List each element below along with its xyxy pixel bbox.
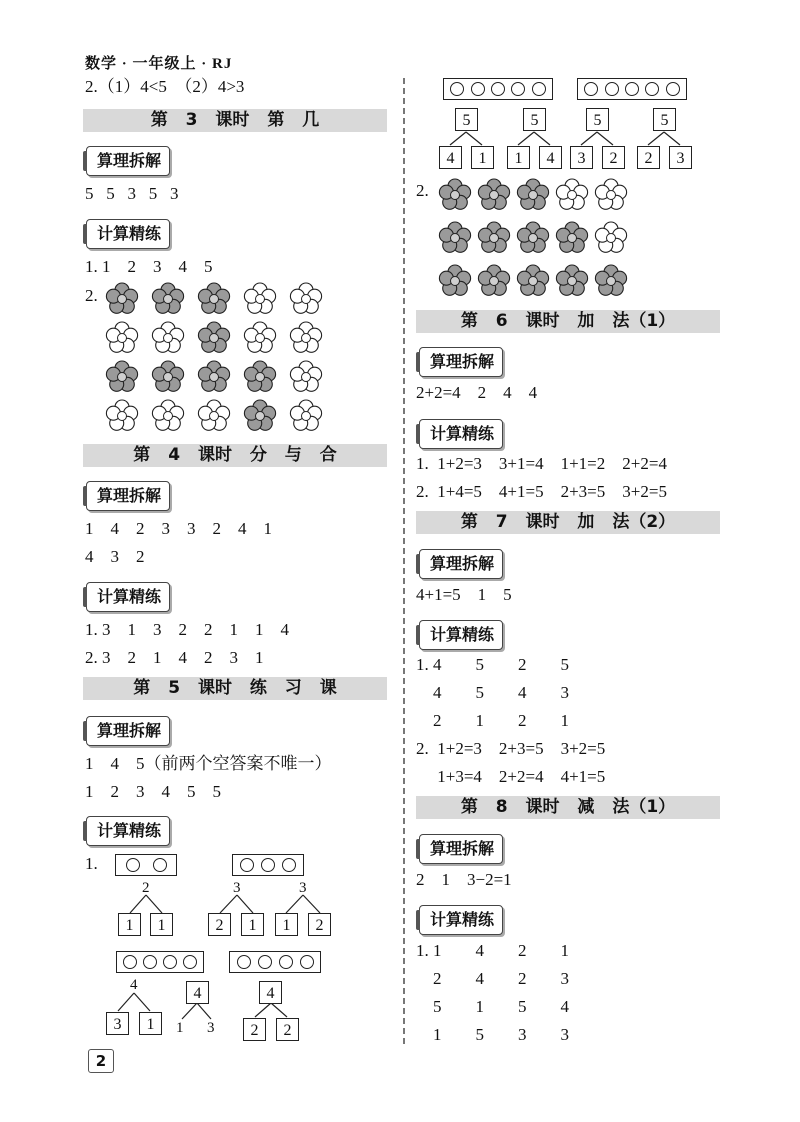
answer-line: 1. 1 4 2 1 — [416, 941, 569, 960]
gray-flower-icon — [595, 265, 626, 295]
lesson-title-4: 第 4 课时 分 与 合 — [83, 444, 387, 467]
answer-line: 2 1 3−2=1 — [416, 870, 512, 889]
white-flower-icon — [244, 322, 275, 352]
circle — [258, 955, 272, 969]
tree-leaf: 1 — [176, 1020, 184, 1036]
gray-flower-icon — [556, 222, 587, 252]
circle — [183, 955, 197, 969]
white-flower-icon — [106, 322, 137, 352]
circle — [279, 955, 293, 969]
circle-bar — [577, 78, 687, 100]
circle — [163, 955, 177, 969]
circle — [237, 955, 251, 969]
number-box: 4 — [186, 981, 209, 1004]
number-box: 1 — [275, 913, 298, 936]
circle — [605, 82, 619, 96]
lesson-title-5: 第 5 课时 练 习 课 — [83, 677, 387, 700]
gray-flower-icon — [478, 265, 509, 295]
number-box: 2 — [602, 146, 625, 169]
answer-line: 4+1=5 1 5 — [416, 585, 512, 604]
gray-flower-icon — [439, 222, 470, 252]
question-number: 2. — [416, 181, 429, 200]
white-flower-icon — [595, 222, 626, 252]
circle-bar — [115, 854, 177, 876]
white-flower-icon — [290, 361, 321, 391]
white-flower-icon — [152, 400, 183, 430]
number-box: 3 — [106, 1012, 129, 1035]
lesson-title-6: 第 6 课时 加 法（1） — [416, 310, 720, 333]
gray-flower-icon — [478, 179, 509, 209]
section-tag-suanli: 算理拆解 — [419, 834, 503, 864]
white-flower-icon — [106, 400, 137, 430]
number-box: 5 — [653, 108, 676, 131]
section-tag-jisuan: 计算精练 — [86, 219, 170, 249]
section-tag-suanli: 算理拆解 — [419, 347, 503, 377]
white-flower-icon — [290, 322, 321, 352]
section-tag-jisuan: 计算精练 — [419, 419, 503, 449]
number-box: 2 — [637, 146, 660, 169]
gray-flower-icon — [439, 179, 470, 209]
gray-flower-icon — [106, 361, 137, 391]
circle-bar — [229, 951, 321, 973]
number-box: 2 — [243, 1018, 266, 1041]
white-flower-icon — [152, 322, 183, 352]
circle — [584, 82, 598, 96]
number-box: 4 — [539, 146, 562, 169]
page-number: 2 — [88, 1049, 114, 1073]
answer-line: 4 3 2 — [85, 547, 145, 566]
circle — [300, 955, 314, 969]
answer-line: 2 4 2 3 — [416, 969, 569, 988]
number-box: 1 — [139, 1012, 162, 1035]
white-flower-icon — [198, 400, 229, 430]
gray-flower-icon — [106, 283, 137, 313]
number-box: 1 — [150, 913, 173, 936]
answer-line: 5 1 5 4 — [416, 997, 569, 1016]
circle — [625, 82, 639, 96]
lesson-title-8: 第 8 课时 减 法（1） — [416, 796, 720, 819]
answer-line: 1. 3 1 3 2 2 1 1 4 — [85, 620, 289, 639]
answer-line: 1. 1+2=3 3+1=4 1+1=2 2+2=4 — [416, 454, 667, 473]
gray-flower-icon — [152, 361, 183, 391]
white-flower-icon — [595, 179, 626, 209]
answer-line: 1 4 5（前两个空答案不唯一） — [85, 754, 332, 773]
number-box: 3 — [570, 146, 593, 169]
number-box: 1 — [471, 146, 494, 169]
circle — [491, 82, 505, 96]
tree-top: 3 — [299, 880, 307, 896]
page-header: 数学 · 一年级上 · RJ — [85, 56, 233, 72]
circle — [645, 82, 659, 96]
number-box: 1 — [241, 913, 264, 936]
answer-line: 2 1 2 1 — [416, 711, 569, 730]
number-box: 2 — [308, 913, 331, 936]
number-box: 4 — [259, 981, 282, 1004]
circle — [532, 82, 546, 96]
answer-line: 1. 1 2 3 4 5 — [85, 257, 213, 276]
tree-top: 3 — [233, 880, 241, 896]
white-flower-icon — [556, 179, 587, 209]
number-box: 4 — [439, 146, 462, 169]
section-tag-suanli: 算理拆解 — [86, 481, 170, 511]
gray-flower-icon — [556, 265, 587, 295]
section-tag-jisuan: 计算精练 — [419, 620, 503, 650]
column-divider — [403, 78, 405, 1044]
answer-line: 2+2=4 2 4 4 — [416, 383, 538, 402]
section-tag-suanli: 算理拆解 — [86, 716, 170, 746]
gray-flower-icon — [478, 222, 509, 252]
gray-flower-icon — [244, 361, 275, 391]
circle — [123, 955, 137, 969]
section-tag-jisuan: 计算精练 — [86, 816, 170, 846]
gray-flower-icon — [198, 283, 229, 313]
flower-grid-svg — [438, 178, 633, 307]
circle — [450, 82, 464, 96]
flower-grid — [105, 282, 335, 443]
number-box: 5 — [523, 108, 546, 131]
answer-line: 5 5 3 5 3 — [85, 184, 179, 203]
gray-flower-icon — [517, 179, 548, 209]
white-flower-icon — [290, 283, 321, 313]
answer-line: 1 5 3 3 — [416, 1025, 569, 1044]
gray-flower-icon — [152, 283, 183, 313]
circle — [143, 955, 157, 969]
number-box: 1 — [118, 913, 141, 936]
answer-line: 2. 1+4=5 4+1=5 2+3=5 3+2=5 — [416, 482, 667, 501]
circle — [282, 858, 296, 872]
number-box: 5 — [586, 108, 609, 131]
section-tag-suanli: 算理拆解 — [419, 549, 503, 579]
circle — [153, 858, 167, 872]
gray-flower-icon — [517, 222, 548, 252]
question-number: 1. — [85, 854, 98, 873]
tree-top: 4 — [130, 977, 138, 993]
circle — [261, 858, 275, 872]
gray-flower-icon — [198, 361, 229, 391]
number-box: 2 — [276, 1018, 299, 1041]
tree-top: 2 — [142, 880, 150, 896]
question-number: 2. — [85, 286, 98, 305]
flower-grid — [438, 178, 633, 312]
gray-flower-icon — [198, 322, 229, 352]
white-flower-icon — [244, 283, 275, 313]
circle — [666, 82, 680, 96]
gray-flower-icon — [517, 265, 548, 295]
circle — [126, 858, 140, 872]
section-tag-jisuan: 计算精练 — [419, 905, 503, 935]
number-box: 1 — [507, 146, 530, 169]
flower-grid-svg — [105, 282, 335, 438]
section-tag-suanli: 算理拆解 — [86, 146, 170, 176]
gray-flower-icon — [244, 400, 275, 430]
answer-line: 1+3=4 2+2=4 4+1=5 — [416, 767, 606, 786]
answer-line: 1 2 3 4 5 5 — [85, 782, 221, 801]
circle-bar — [232, 854, 304, 876]
lesson-title-7: 第 7 课时 加 法（2） — [416, 511, 720, 534]
circle-bar — [116, 951, 204, 973]
lesson-title-3: 第 3 课时 第 几 — [83, 109, 387, 132]
section-tag-jisuan: 计算精练 — [86, 582, 170, 612]
white-flower-icon — [290, 400, 321, 430]
circle — [511, 82, 525, 96]
circle-bar — [443, 78, 553, 100]
number-box: 3 — [669, 146, 692, 169]
circle — [471, 82, 485, 96]
answer-line: 4 5 4 3 — [416, 683, 569, 702]
tree-leaf: 3 — [207, 1020, 215, 1036]
answer-line: 1. 4 5 2 5 — [416, 655, 569, 674]
number-box: 2 — [208, 913, 231, 936]
circle — [240, 858, 254, 872]
answer-line: 1 4 2 3 3 2 4 1 — [85, 519, 272, 538]
answer-line: 2.（1）4<5 （2）4>3 — [85, 77, 245, 96]
answer-line: 2. 1+2=3 2+3=5 3+2=5 — [416, 739, 606, 758]
answer-line: 2. 3 2 1 4 2 3 1 — [85, 648, 264, 667]
number-box: 5 — [455, 108, 478, 131]
gray-flower-icon — [439, 265, 470, 295]
